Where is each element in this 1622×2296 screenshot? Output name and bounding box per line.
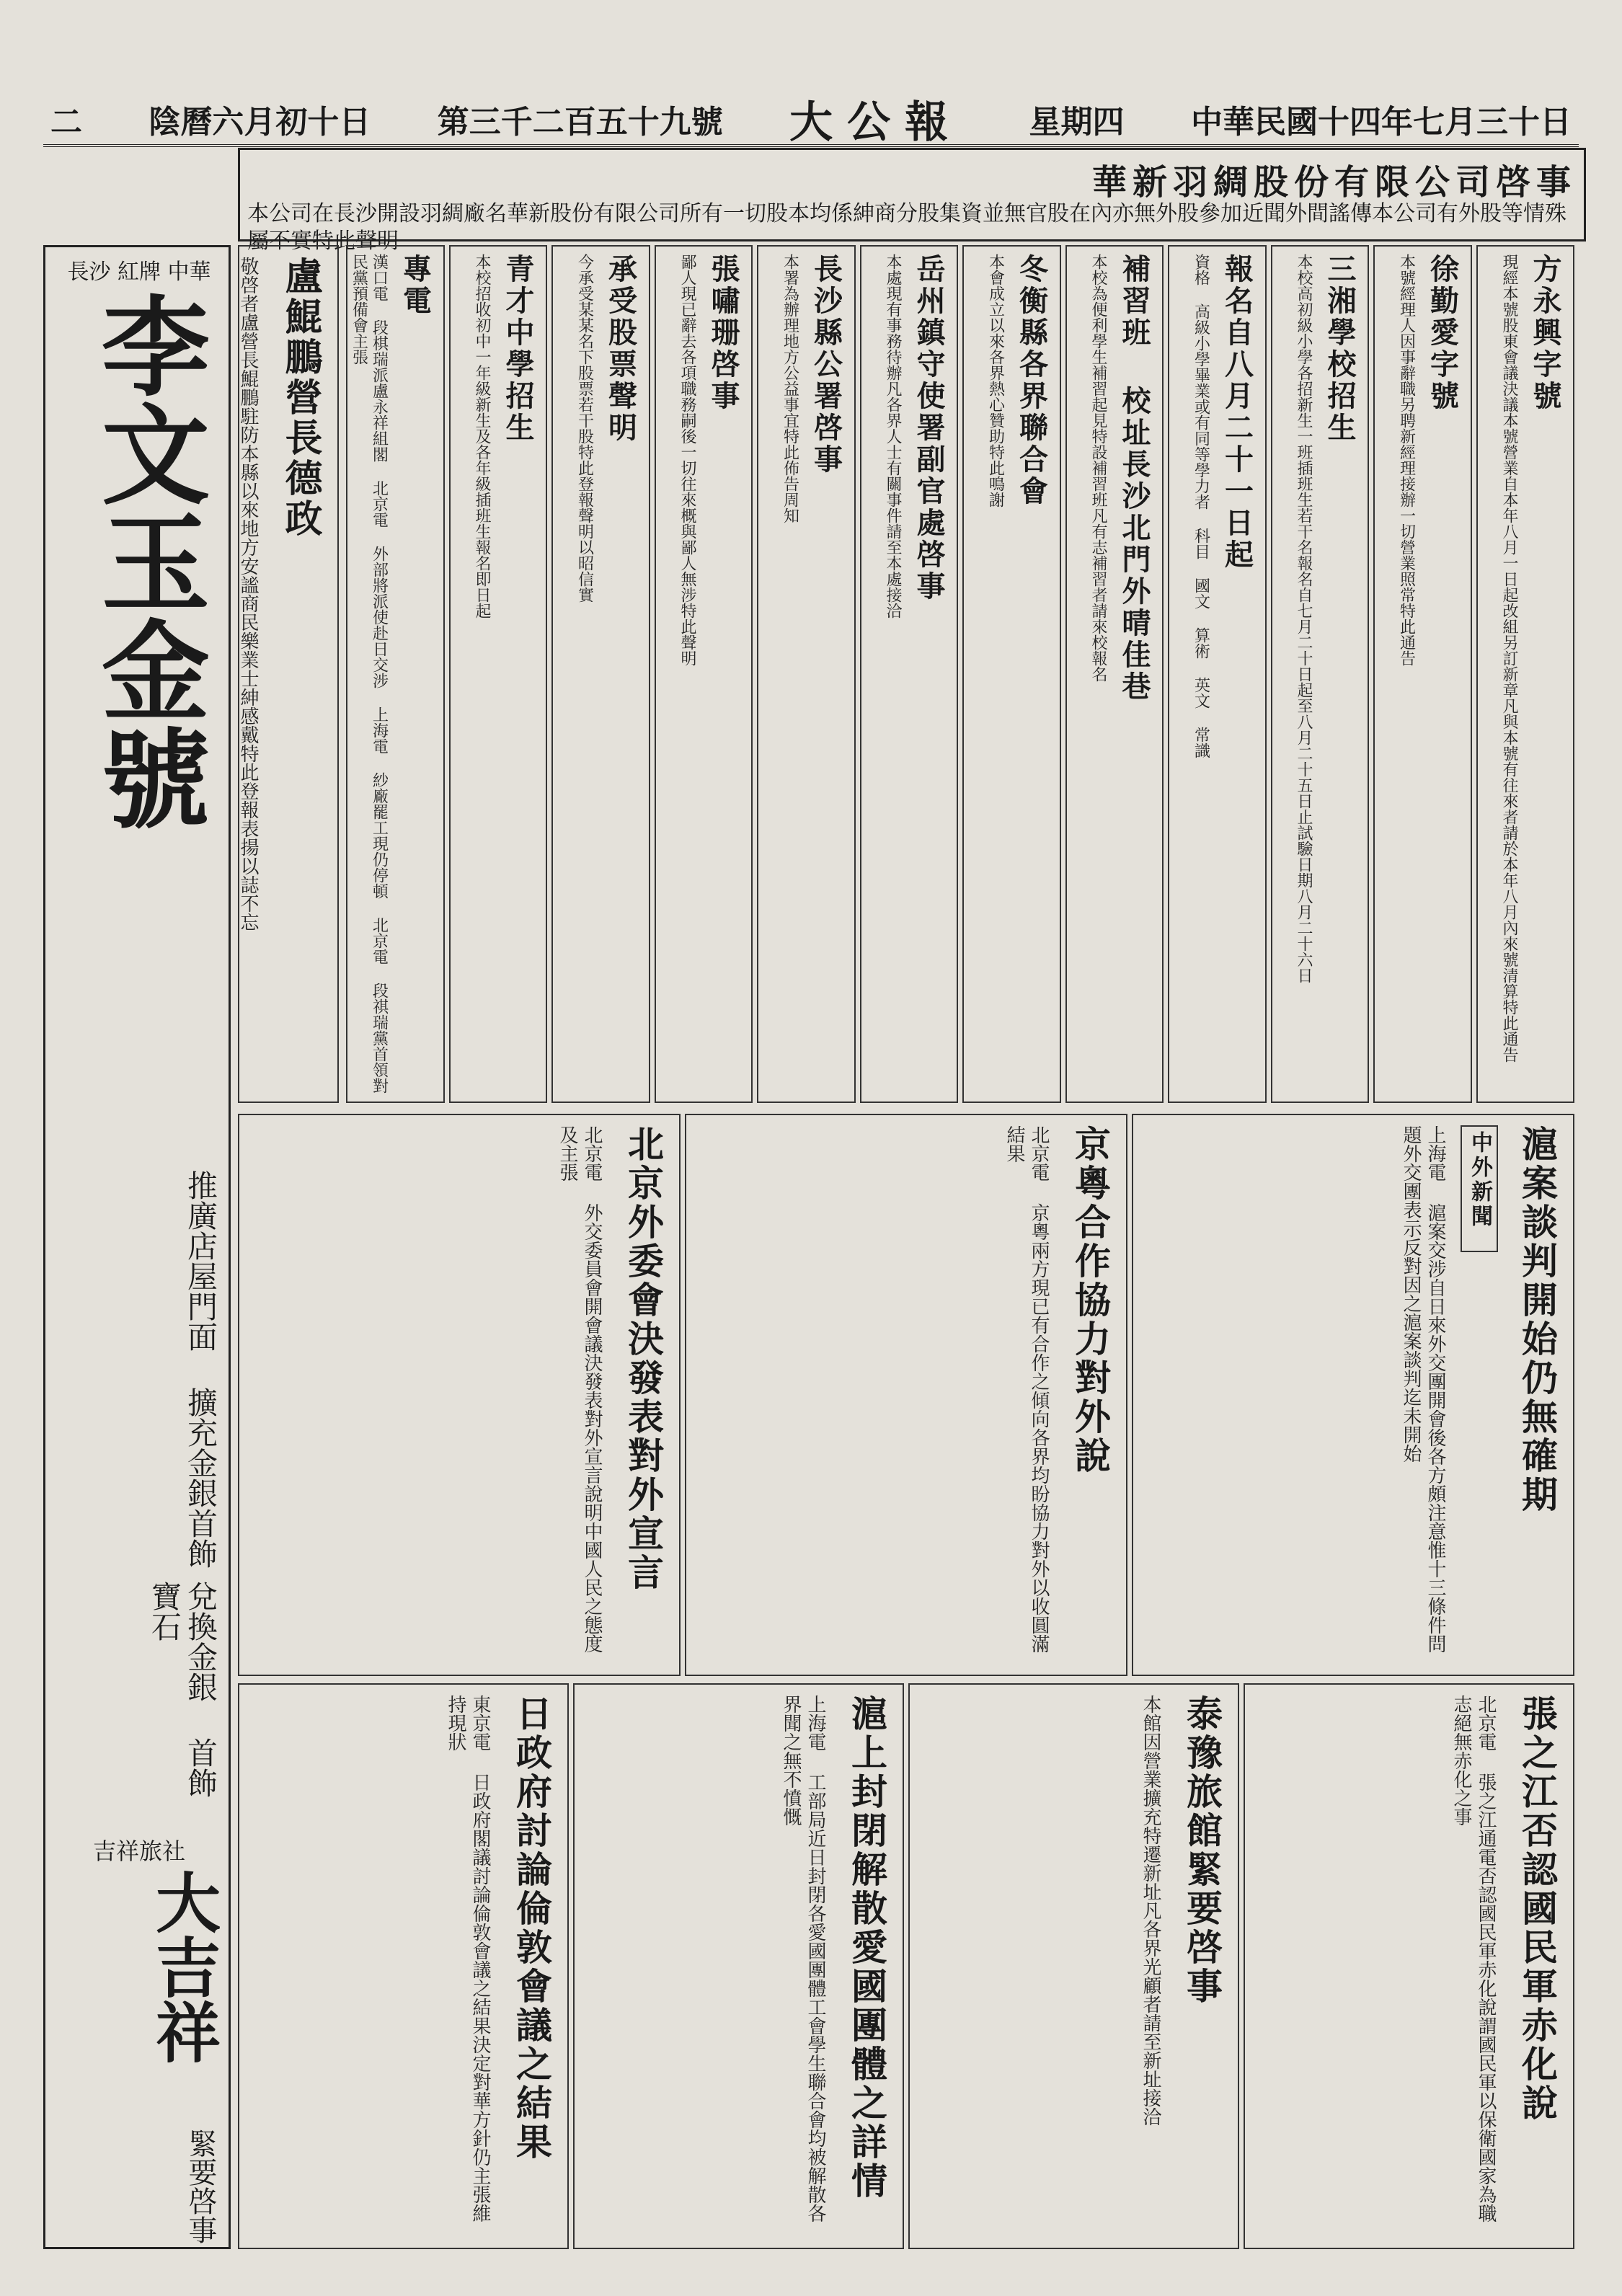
news-body: 上海電 滬案交涉自日來外交團開會後各方頗注意惟十三條件問題外交團表示反對因之滬案談判迄未開始 bbox=[1400, 1125, 1446, 1653]
top-column-body: 資格 高級小學畢業或有同等學力者 科目 國文 算術 英文 常識 bbox=[1192, 254, 1210, 758]
news-headline: 滬上封閉解散愛國團體之詳情 bbox=[846, 1695, 888, 2201]
top-column-title: 承受股票聲明 bbox=[603, 254, 638, 444]
top-column bbox=[449, 245, 548, 1103]
banner-title: 華新羽綢股份有限公司啓事 bbox=[1091, 162, 1577, 203]
top-column-title: 方永興字號 bbox=[1528, 254, 1562, 412]
top-column bbox=[346, 245, 445, 1103]
masthead-name: 大公報 bbox=[789, 97, 963, 148]
top-column bbox=[1271, 245, 1370, 1103]
top-column-body: 本號經理人因事辭職另聘新經理接辦一切營業照常特此通告 bbox=[1397, 254, 1416, 666]
news-body: 北京電 外交委員會開會議決發表對外宣言說明中國人民之態度及主張 bbox=[557, 1125, 603, 1653]
left-ad-mid2: 兌換金銀 首飾 寶石 bbox=[147, 1581, 218, 1798]
left-ad-big: 李文玉金號 bbox=[83, 291, 210, 831]
top-column-body: 本校為便利學生補習起見特設補習班凡有志補習者請來校報名 bbox=[1089, 254, 1107, 682]
top-column bbox=[1168, 245, 1267, 1103]
left-ad-bottom-big: 大吉祥 bbox=[144, 1869, 221, 2064]
news-article bbox=[1132, 1114, 1574, 1676]
news-headline: 張之江否認國民軍赤化說 bbox=[1516, 1695, 1559, 2123]
left-advertisement bbox=[43, 245, 231, 2249]
news-body: 上海電 工部局近日封閉各愛國團體工會學生聯合會均被解散各界聞之無不憤慨 bbox=[780, 1695, 826, 2222]
top-column-body: 現經本號股東會議決議本號營業自本年八月一日起改組另訂新章凡與本號有往來者請於本年八月內來號清算特此通告 bbox=[1500, 254, 1518, 1063]
mid-left-title: 盧鯤鵬營長德政 bbox=[278, 257, 322, 539]
news-article bbox=[238, 1683, 569, 2249]
left-ad-top: 長沙 紅牌 中華 bbox=[67, 260, 211, 285]
top-column bbox=[1476, 245, 1575, 1103]
top-column-title: 冬衡縣各界聯合會 bbox=[1014, 254, 1049, 507]
banner-notice bbox=[238, 148, 1586, 254]
top-column-body: 漢口電 段棋瑞派盧永祥組閣 北京電 外部將派使赴日交涉 上海電 紗廠罷工現仍停頓 北京電 段祺瑞黨首領對民黨預備會主張 bbox=[350, 254, 389, 1094]
top-column bbox=[1065, 245, 1164, 1103]
news-headline: 泰豫旅館緊要啓事 bbox=[1181, 1695, 1223, 2006]
banner-body: 本公司在長沙開設羽綢廠名華新股份有限公司所有一切股本均係紳商分股集資並無官股在內亦無外股參加近聞外間謠傳本公司有外股等情殊屬不實特此聲明 bbox=[247, 201, 1566, 254]
top-column-title: 徐勤愛字號 bbox=[1425, 254, 1460, 412]
top-column-title: 張嘯珊啓事 bbox=[706, 254, 740, 412]
news-article bbox=[908, 1683, 1239, 2249]
masthead-issue: 第三千二百五十九號 bbox=[437, 104, 723, 141]
news-body: 東京電 日政府閣議討論倫敦會議之結果決定對華方針仍主張維持現狀 bbox=[445, 1695, 491, 2222]
masthead-lunar: 陰曆六月初十日 bbox=[149, 104, 371, 141]
top-column bbox=[655, 245, 753, 1103]
top-column bbox=[757, 245, 856, 1103]
mid-left-body: 敬啓者盧營長鯤鵬駐防本縣以來地方安謐商民樂業士紳感戴特此登報表揚以誌不忘 bbox=[237, 257, 259, 931]
news-article bbox=[238, 1114, 681, 1676]
top-column-title: 青才中學招生 bbox=[501, 254, 535, 444]
left-ad-bottom-label: 吉祥旅社 bbox=[92, 1838, 185, 1865]
top-column-body: 鄙人現已辭去各項職務嗣後一切往來概與鄙人無涉特此聲明 bbox=[678, 254, 696, 666]
news-section-tag: 中外新聞 bbox=[1461, 1125, 1498, 1252]
news-body: 北京電 京粵兩方現已有合作之傾向各界均盼協力對外以收圓滿結果 bbox=[1003, 1125, 1050, 1653]
top-column-body: 本會成立以來各界熱心贊助特此鳴謝 bbox=[986, 254, 1005, 507]
top-column-title: 岳州鎮守使署副官處啓事 bbox=[912, 254, 946, 603]
news-body: 本館因營業擴充特遷新址凡各界光顧者請至新址接洽 bbox=[1140, 1695, 1161, 2126]
masthead-weekday: 星期四 bbox=[1029, 104, 1125, 141]
top-column-title: 長沙縣公署啓事 bbox=[809, 254, 843, 476]
top-column bbox=[962, 245, 1061, 1103]
news-body: 北京電 張之江通電否認國民軍赤化說謂國民軍以保衛國家為職志絕無赤化之事 bbox=[1450, 1695, 1497, 2222]
masthead bbox=[43, 94, 1579, 147]
mid-left-column bbox=[238, 245, 339, 1103]
top-column-title: 補習班 校址長沙北門外晴佳巷 bbox=[1117, 254, 1151, 703]
top-column-body: 本處現有事務待辦凡各界人士有關事件請至本處接洽 bbox=[884, 254, 902, 619]
news-headline: 京粵合作協力對外說 bbox=[1069, 1125, 1112, 1476]
left-ad-bottom-note: 緊要啓事 bbox=[184, 2129, 217, 2244]
news-article bbox=[685, 1114, 1127, 1676]
masthead-page: 二 bbox=[50, 104, 82, 141]
top-column-body: 今承受某某名下股票若干股特此登報聲明以昭信實 bbox=[575, 254, 594, 603]
news-headline: 日政府討論倫敦會議之結果 bbox=[510, 1695, 553, 2162]
masthead-date: 中華民國十四年七月三十日 bbox=[1190, 104, 1572, 141]
top-column-title: 三湘學校招生 bbox=[1323, 254, 1357, 444]
top-column-title: 專電 bbox=[398, 254, 433, 317]
top-column bbox=[551, 245, 650, 1103]
top-column-body: 本校高初級小學各招新生一班插班生若干名報名自七月二十日起至八月二十五日止試驗日期八月二十六日 bbox=[1295, 254, 1313, 983]
top-column-title: 報名自八月二十一日起 bbox=[1220, 254, 1254, 571]
news-headline: 北京外委會決發表對外宣言 bbox=[622, 1125, 665, 1592]
top-column-body: 本校招收初中一年級新生及各年級插班生報名即日起 bbox=[473, 254, 491, 619]
top-column bbox=[1373, 245, 1472, 1103]
top-column-body: 本署為辦理地方公益事宜特此佈告周知 bbox=[781, 254, 799, 523]
top-column bbox=[860, 245, 959, 1103]
left-ad-mid1: 推廣店屋門面 擴充金銀首飾 bbox=[183, 1170, 218, 1569]
news-headline: 滬案談判開始仍無確期 bbox=[1516, 1125, 1559, 1515]
news-article bbox=[1244, 1683, 1574, 2249]
news-article bbox=[573, 1683, 904, 2249]
